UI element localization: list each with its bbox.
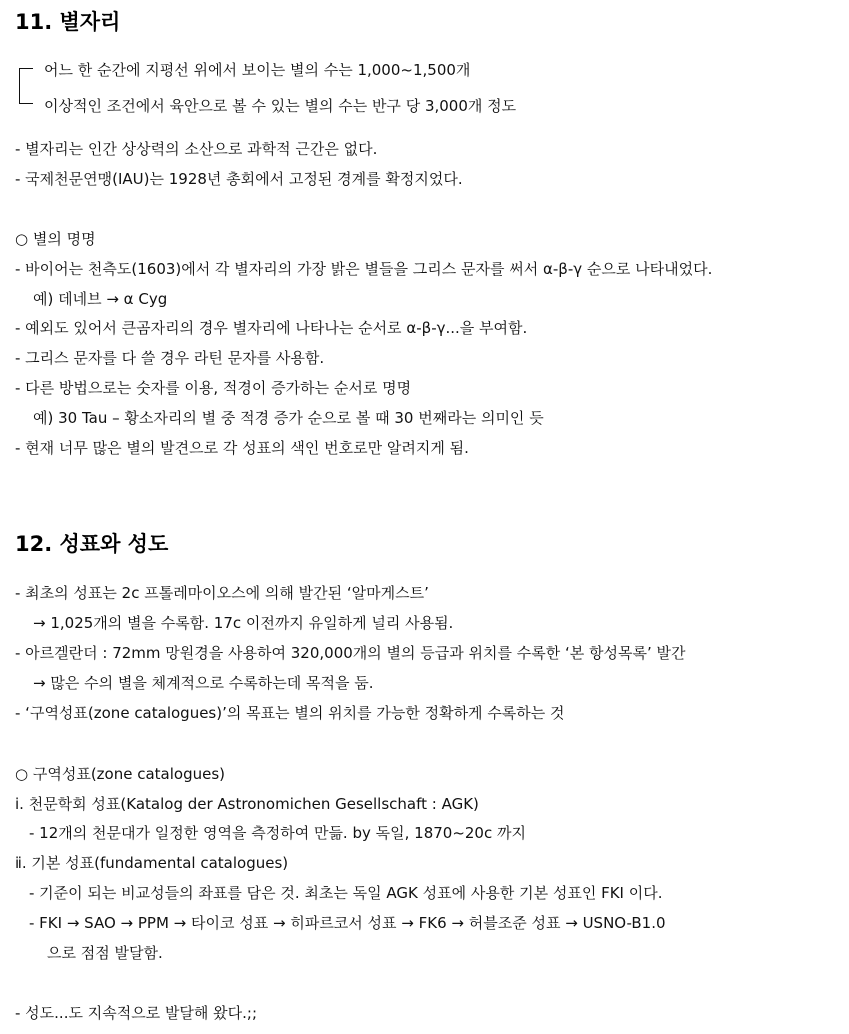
bracket-mark	[19, 68, 33, 104]
zone-line: ⅱ. 기본 성표(fundamental catalogues)	[15, 854, 289, 872]
naming-line: - 현재 너무 많은 별의 발견으로 각 성표의 색인 번호로만 알려지게 됨.	[15, 439, 469, 457]
zone-line: - 12개의 천문대가 일정한 영역을 측정하여 만듦. by 독일, 1870~20c 까지	[29, 824, 526, 842]
naming-line: - 예외도 있어서 큰곰자리의 경우 별자리에 나타나는 순서로 α-β-γ...을 부여함.	[15, 319, 528, 337]
bracket-line: 어느 한 순간에 지평선 위에서 보이는 별의 수는 1,000~1,500개	[44, 61, 471, 79]
catalog-line: - 아르겔란더 : 72mm 망원경을 사용하여 320,000개의 별의 등급과 위치를 수록한 ‘본 항성목록’ 발간	[15, 644, 686, 662]
zone-line: ⅰ. 천문학회 성표(Katalog der Astronomichen Gesellschaft : AGK)	[15, 795, 479, 813]
zone-header: ○ 구역성표(zone catalogues)	[15, 765, 226, 783]
naming-example: 예) 30 Tau – 황소자리의 별 중 적경 증가 순으로 볼 때 30 번째라는 의미인 듯	[33, 409, 544, 427]
catalog-line: - ‘구역성표(zone catalogues)’의 목표는 별의 위치를 가능한 정확하게 수록하는 것	[15, 704, 565, 722]
naming-line: - 바이어는 천측도(1603)에서 각 별자리의 가장 밝은 별들을 그리스 문자를 써서 α-β-γ 순으로 나타내었다.	[15, 260, 713, 278]
naming-line: - 그리스 문자를 다 쓸 경우 라틴 문자를 사용함.	[15, 349, 325, 367]
zone-line: - 기준이 되는 비교성들의 좌표를 담은 것. 최초는 독일 AGK 성표에 사용한 기본 성표인 FKI 이다.	[29, 884, 663, 902]
naming-example: 예) 데네브 → α Cyg	[33, 290, 168, 308]
naming-line: - 다른 방법으로는 숫자를 이용, 적경이 증가하는 순서로 명명	[15, 379, 412, 397]
section-11-title: 11. 별자리	[15, 10, 121, 34]
naming-header: ○ 별의 명명	[15, 230, 96, 248]
zone-line: - FKI → SAO → PPM → 타이코 성표 → 히파르코서 성표 → FK6 → 허블조준 성표 → USNO-B1.0	[29, 914, 666, 932]
zone-line: 으로 점점 발달함.	[47, 944, 163, 962]
catalog-line: → 1,025개의 별을 수록함. 17c 이전까지 유일하게 널리 사용됨.	[33, 614, 454, 632]
catalog-line: → 많은 수의 별을 체계적으로 수록하는데 목적을 둠.	[33, 674, 374, 692]
section-12-title: 12. 성표와 성도	[15, 532, 169, 556]
bullet-line: - 별자리는 인간 상상력의 소산으로 과학적 근간은 없다.	[15, 140, 378, 158]
bracket-line: 이상적인 조건에서 육안으로 볼 수 있는 별의 수는 반구 당 3,000개 정도	[44, 97, 517, 115]
closing-line: - 성도...도 지속적으로 발달해 왔다.;;	[15, 1004, 258, 1022]
bullet-line: - 국제천문연맹(IAU)는 1928년 총회에서 고정된 경계를 확정지었다.	[15, 170, 463, 188]
catalog-line: - 최초의 성표는 2c 프톨레마이오스에 의해 발간된 ‘알마게스트’	[15, 584, 429, 602]
